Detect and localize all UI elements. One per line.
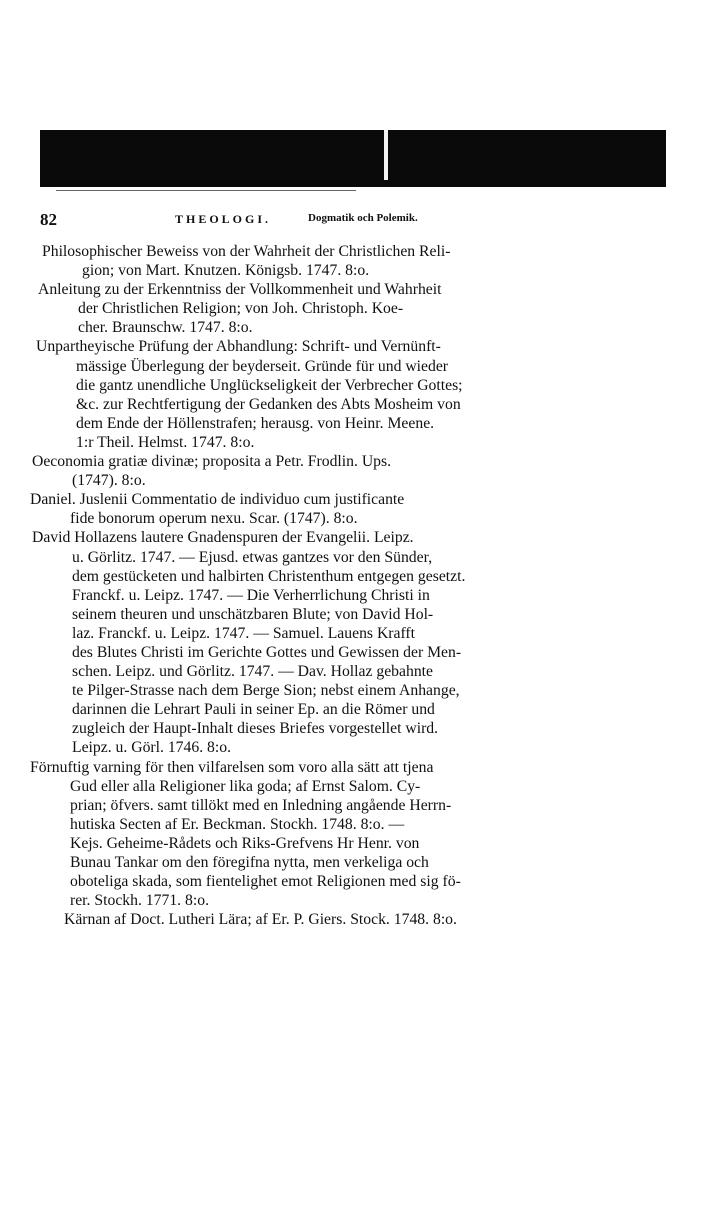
running-head: THEOLOGI. (175, 212, 272, 226)
entry-line: &c. zur Rechtfertigung der Gedanken des Abts Mosheim von (76, 395, 461, 413)
entry-line: zugleich der Haupt-Inhalt dieses Briefes vorgestellet wird. (72, 720, 439, 738)
entry-line: (1747). 8:o. (72, 472, 146, 490)
running-subhead: Dogmatik och Polemik. (308, 212, 418, 224)
entry-line: Kejs. Geheime-Rådets och Riks-Grefvens Hr Henr. von (70, 834, 420, 852)
entry-line: mässige Überlegung der beyderseit. Gründe für und wieder (76, 357, 449, 375)
entry-line: Gud eller alla Religioner lika goda; af Ernst Salom. Cy- (70, 777, 421, 795)
entry-line: darinnen die Lehrart Pauli in seiner Ep. an die Römer und (72, 701, 435, 719)
entry-line: gion; von Mart. Knutzen. Königsb. 1747. 8:o. (82, 262, 370, 280)
bibliography-entry (38, 280, 670, 337)
bar-notch (384, 130, 388, 180)
black-redaction-bar (40, 130, 666, 187)
entry-line: dem gestücketen und halbirten Christenthum entgegen gesetzt. (72, 567, 466, 585)
entry-line: hutiska Secten af Er. Beckman. Stockh. 1748. 8:o. — (70, 815, 405, 833)
entry-line: 1:r Theil. Helmst. 1747. 8:o. (76, 433, 255, 451)
entry-line: dem Ende der Höllenstrafen; herausg. von Heinr. Meene. (76, 414, 435, 432)
bibliography-entry (30, 490, 670, 528)
entry-line: die gantz unendliche Unglückseligkeit der Verbrecher Gottes; (76, 376, 463, 394)
header-rule (56, 190, 356, 191)
page-number: 82 (40, 210, 57, 229)
bibliography-entry (42, 242, 670, 280)
bibliography-entry (30, 758, 670, 911)
bibliography-list (30, 242, 670, 929)
entry-line: Franckf. u. Leipz. 1747. — Die Verherrlichung Christi in (72, 586, 430, 604)
entry-line: Anleitung zu der Erkenntniss der Vollkommenheit und Wahrheit (38, 281, 442, 299)
entry-line: seinem theuren und unschätzbaren Blute; von David Hol- (72, 605, 434, 623)
entry-line: der Christlichen Religion; von Joh. Christoph. Koe- (78, 300, 404, 318)
entry-line: Oeconomia gratiæ divinæ; proposita a Petr. Frodlin. Ups. (32, 453, 392, 471)
entry-line: Philosophischer Beweiss von der Wahrheit der Christlichen Reli- (42, 243, 451, 260)
entry-line: fide bonorum operum nexu. Scar. (1747). 8:o. (70, 510, 358, 528)
entry-line: schen. Leipz. und Görlitz. 1747. — Dav. Hollaz gebahnte (72, 663, 433, 681)
entry-line: prian; öfvers. samt tillökt med en Inledning angående Herrn- (70, 796, 452, 814)
page-header (40, 210, 660, 234)
bibliography-entry (64, 910, 670, 929)
entry-line: Daniel. Juslenii Commentatio de individuo cum justificante (30, 491, 405, 509)
bibliography-entry (36, 337, 670, 452)
entry-line: u. Görlitz. 1747. — Ejusd. etwas gantzes vor den Sünder, (72, 548, 433, 566)
entry-line: Förnuftig varning för then vilfarelsen som voro alla sätt att tjena (30, 758, 434, 776)
entry-line: oboteliga skada, som fientelighet emot Religionen med sig fö- (70, 873, 461, 891)
entry-line: Bunau Tankar om den föregifna nytta, men verkeliga och (70, 854, 429, 871)
entry-line: Unpartheyische Prüfung der Abhandlung: Schrift- und Vernünft- (36, 338, 441, 356)
entry-line: cher. Braunschw. 1747. 8:o. (78, 319, 253, 337)
entry-line: Leipz. u. Görl. 1746. 8:o. (72, 739, 232, 757)
entry-line: laz. Franckf. u. Leipz. 1747. — Samuel. Lauens Krafft (72, 624, 415, 642)
bibliography-entry (32, 452, 670, 490)
entry-line: rer. Stockh. 1771. 8:o. (70, 892, 209, 910)
entry-line: Kärnan af Doct. Lutheri Lära; af Er. P. Giers. Stock. 1748. 8:o. (64, 911, 457, 929)
entry-line: David Hollazens lautere Gnadenspuren der Evangelii. Leipz. (32, 529, 414, 547)
entry-line: des Blutes Christi im Gerichte Gottes und Gewissen der Men- (72, 643, 462, 661)
entry-line: te Pilger-Strasse nach dem Berge Sion; nebst einem Anhange, (72, 682, 460, 700)
bibliography-entry (32, 528, 670, 757)
